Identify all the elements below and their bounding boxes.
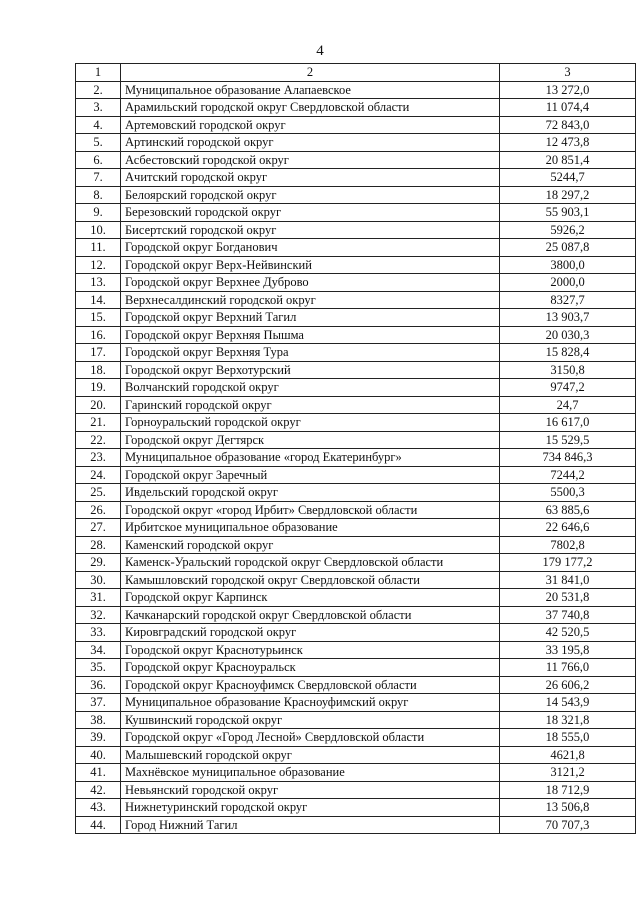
municipality-name: Артемовский городской округ — [121, 116, 500, 134]
municipality-name: Ачитский городской округ — [121, 169, 500, 187]
row-number: 43. — [76, 799, 121, 817]
municipality-name: Качканарский городской округ Свердловской области — [121, 606, 500, 624]
amount-value: 20 851,4 — [500, 151, 636, 169]
municipality-name: Городской округ Верхотурский — [121, 361, 500, 379]
amount-value: 15 828,4 — [500, 344, 636, 362]
municipality-name: Городской округ Богданович — [121, 239, 500, 257]
row-number: 40. — [76, 746, 121, 764]
amount-value: 18 321,8 — [500, 711, 636, 729]
municipality-name: Городской округ Дегтярск — [121, 431, 500, 449]
row-number: 28. — [76, 536, 121, 554]
table-row — [76, 116, 636, 134]
row-number: 32. — [76, 606, 121, 624]
municipality-name: Кушвинский городской округ — [121, 711, 500, 729]
amount-value: 13 903,7 — [500, 309, 636, 327]
amount-value: 734 846,3 — [500, 449, 636, 467]
row-number: 30. — [76, 571, 121, 589]
table-row — [76, 694, 636, 712]
row-number: 29. — [76, 554, 121, 572]
table-row — [76, 729, 636, 747]
row-number: 13. — [76, 274, 121, 292]
municipality-name: Ивдельский городской округ — [121, 484, 500, 502]
row-number: 3. — [76, 99, 121, 117]
municipality-name: Городской округ Краснотурьинск — [121, 641, 500, 659]
amount-value: 14 543,9 — [500, 694, 636, 712]
row-number: 4. — [76, 116, 121, 134]
municipality-name: Нижнетуринский городской округ — [121, 799, 500, 817]
allocation-table — [75, 63, 636, 834]
row-number: 5. — [76, 134, 121, 152]
row-number: 27. — [76, 519, 121, 537]
row-number: 31. — [76, 589, 121, 607]
table-row — [76, 326, 636, 344]
amount-value: 5926,2 — [500, 221, 636, 239]
municipality-name: Городской округ «Город Лесной» Свердловской области — [121, 729, 500, 747]
amount-value: 11 766,0 — [500, 659, 636, 677]
table-row — [76, 361, 636, 379]
amount-value: 7802,8 — [500, 536, 636, 554]
table-row — [76, 239, 636, 257]
amount-value: 42 520,5 — [500, 624, 636, 642]
amount-value: 8327,7 — [500, 291, 636, 309]
table-row — [76, 186, 636, 204]
row-number: 16. — [76, 326, 121, 344]
table-row — [76, 676, 636, 694]
municipality-name: Городской округ Верхний Тагил — [121, 309, 500, 327]
row-number: 38. — [76, 711, 121, 729]
municipality-name: Асбестовский городской округ — [121, 151, 500, 169]
amount-value: 18 297,2 — [500, 186, 636, 204]
table-row — [76, 274, 636, 292]
table-row — [76, 431, 636, 449]
row-number: 36. — [76, 676, 121, 694]
municipality-name: Бисертский городской округ — [121, 221, 500, 239]
amount-value: 7244,2 — [500, 466, 636, 484]
table-row — [76, 589, 636, 607]
amount-value: 37 740,8 — [500, 606, 636, 624]
row-number: 41. — [76, 764, 121, 782]
municipality-name: Белоярский городской округ — [121, 186, 500, 204]
row-number: 39. — [76, 729, 121, 747]
municipality-name: Верхнесалдинский городской округ — [121, 291, 500, 309]
amount-value: 70 707,3 — [500, 816, 636, 834]
table-row — [76, 81, 636, 99]
row-number: 11. — [76, 239, 121, 257]
table-row — [76, 379, 636, 397]
row-number: 25. — [76, 484, 121, 502]
amount-value: 24,7 — [500, 396, 636, 414]
amount-value: 26 606,2 — [500, 676, 636, 694]
municipality-name: Артинский городской округ — [121, 134, 500, 152]
amount-value: 5244,7 — [500, 169, 636, 187]
municipality-name: Городской округ Карпинск — [121, 589, 500, 607]
table-body — [76, 64, 636, 834]
municipality-name: Городской округ «город Ирбит» Свердловской области — [121, 501, 500, 519]
table-row — [76, 641, 636, 659]
row-number: 44. — [76, 816, 121, 834]
table-row — [76, 221, 636, 239]
amount-value: 33 195,8 — [500, 641, 636, 659]
table-row — [76, 151, 636, 169]
amount-value: 63 885,6 — [500, 501, 636, 519]
municipality-name: Городской округ Красноуральск — [121, 659, 500, 677]
amount-value: 13 506,8 — [500, 799, 636, 817]
municipality-name: Город Нижний Тагил — [121, 816, 500, 834]
amount-value: 55 903,1 — [500, 204, 636, 222]
amount-value: 179 177,2 — [500, 554, 636, 572]
amount-value: 25 087,8 — [500, 239, 636, 257]
amount-value: 72 843,0 — [500, 116, 636, 134]
row-number: 35. — [76, 659, 121, 677]
table-row — [76, 764, 636, 782]
table-row — [76, 204, 636, 222]
row-number: 10. — [76, 221, 121, 239]
table-row — [76, 449, 636, 467]
municipality-name: Махнёвское муниципальное образование — [121, 764, 500, 782]
table-row — [76, 309, 636, 327]
header-col-3: 3 — [500, 64, 636, 82]
table-row — [76, 414, 636, 432]
municipality-name: Городской округ Верхняя Пышма — [121, 326, 500, 344]
row-number: 15. — [76, 309, 121, 327]
table-row — [76, 134, 636, 152]
page-number: 4 — [316, 43, 324, 59]
table-row — [76, 256, 636, 274]
table-row — [76, 799, 636, 817]
municipality-name: Муниципальное образование Алапаевское — [121, 81, 500, 99]
municipality-name: Березовский городской округ — [121, 204, 500, 222]
municipality-name: Кировградский городской округ — [121, 624, 500, 642]
row-number: 6. — [76, 151, 121, 169]
amount-value: 15 529,5 — [500, 431, 636, 449]
table-row — [76, 746, 636, 764]
table-row — [76, 396, 636, 414]
municipality-name: Муниципальное образование «город Екатеринбург» — [121, 449, 500, 467]
table-row — [76, 519, 636, 537]
municipality-name: Камышловский городской округ Свердловской области — [121, 571, 500, 589]
amount-value: 3150,8 — [500, 361, 636, 379]
row-number: 21. — [76, 414, 121, 432]
municipality-name: Невьянский городской округ — [121, 781, 500, 799]
amount-value: 31 841,0 — [500, 571, 636, 589]
table-row — [76, 554, 636, 572]
municipality-name: Городской округ Красноуфимск Свердловской области — [121, 676, 500, 694]
municipality-name: Ирбитское муниципальное образование — [121, 519, 500, 537]
table-row — [76, 169, 636, 187]
table-row — [76, 536, 636, 554]
row-number: 18. — [76, 361, 121, 379]
table-row — [76, 291, 636, 309]
amount-value: 5500,3 — [500, 484, 636, 502]
row-number: 20. — [76, 396, 121, 414]
table-row — [76, 344, 636, 362]
municipality-name: Каменский городской округ — [121, 536, 500, 554]
municipality-name: Гаринский городской округ — [121, 396, 500, 414]
header-col-1: 1 — [76, 64, 121, 82]
municipality-name: Городской округ Заречный — [121, 466, 500, 484]
municipality-name: Городской округ Верх-Нейвинский — [121, 256, 500, 274]
header-col-2: 2 — [121, 64, 500, 82]
row-number: 23. — [76, 449, 121, 467]
municipality-name: Каменск-Уральский городской округ Свердловской области — [121, 554, 500, 572]
table-row — [76, 484, 636, 502]
row-number: 17. — [76, 344, 121, 362]
amount-value: 11 074,4 — [500, 99, 636, 117]
amount-value: 18 555,0 — [500, 729, 636, 747]
row-number: 14. — [76, 291, 121, 309]
row-number: 2. — [76, 81, 121, 99]
amount-value: 3121,2 — [500, 764, 636, 782]
table-row — [76, 99, 636, 117]
municipality-name: Городской округ Верхняя Тура — [121, 344, 500, 362]
row-number: 24. — [76, 466, 121, 484]
amount-value: 4621,8 — [500, 746, 636, 764]
row-number: 33. — [76, 624, 121, 642]
row-number: 8. — [76, 186, 121, 204]
row-number: 42. — [76, 781, 121, 799]
municipality-name: Волчанский городской округ — [121, 379, 500, 397]
municipality-name: Горноуральский городской округ — [121, 414, 500, 432]
municipality-name: Малышевский городской округ — [121, 746, 500, 764]
row-number: 7. — [76, 169, 121, 187]
table-row — [76, 659, 636, 677]
row-number: 34. — [76, 641, 121, 659]
amount-value: 9747,2 — [500, 379, 636, 397]
amount-value: 18 712,9 — [500, 781, 636, 799]
table-row — [76, 816, 636, 834]
table-row — [76, 781, 636, 799]
amount-value: 2000,0 — [500, 274, 636, 292]
amount-value: 3800,0 — [500, 256, 636, 274]
row-number: 22. — [76, 431, 121, 449]
table-row — [76, 711, 636, 729]
row-number: 26. — [76, 501, 121, 519]
row-number: 37. — [76, 694, 121, 712]
amount-value: 20 030,3 — [500, 326, 636, 344]
municipality-name: Городской округ Верхнее Дуброво — [121, 274, 500, 292]
table-row — [76, 501, 636, 519]
amount-value: 12 473,8 — [500, 134, 636, 152]
amount-value: 16 617,0 — [500, 414, 636, 432]
table-row — [76, 624, 636, 642]
table-row — [76, 571, 636, 589]
table-header-row — [76, 64, 636, 82]
amount-value: 20 531,8 — [500, 589, 636, 607]
municipality-name: Муниципальное образование Красноуфимский округ — [121, 694, 500, 712]
row-number: 12. — [76, 256, 121, 274]
row-number: 9. — [76, 204, 121, 222]
amount-value: 13 272,0 — [500, 81, 636, 99]
table-row — [76, 606, 636, 624]
municipality-name: Арамильский городской округ Свердловской области — [121, 99, 500, 117]
amount-value: 22 646,6 — [500, 519, 636, 537]
table-row — [76, 466, 636, 484]
row-number: 19. — [76, 379, 121, 397]
